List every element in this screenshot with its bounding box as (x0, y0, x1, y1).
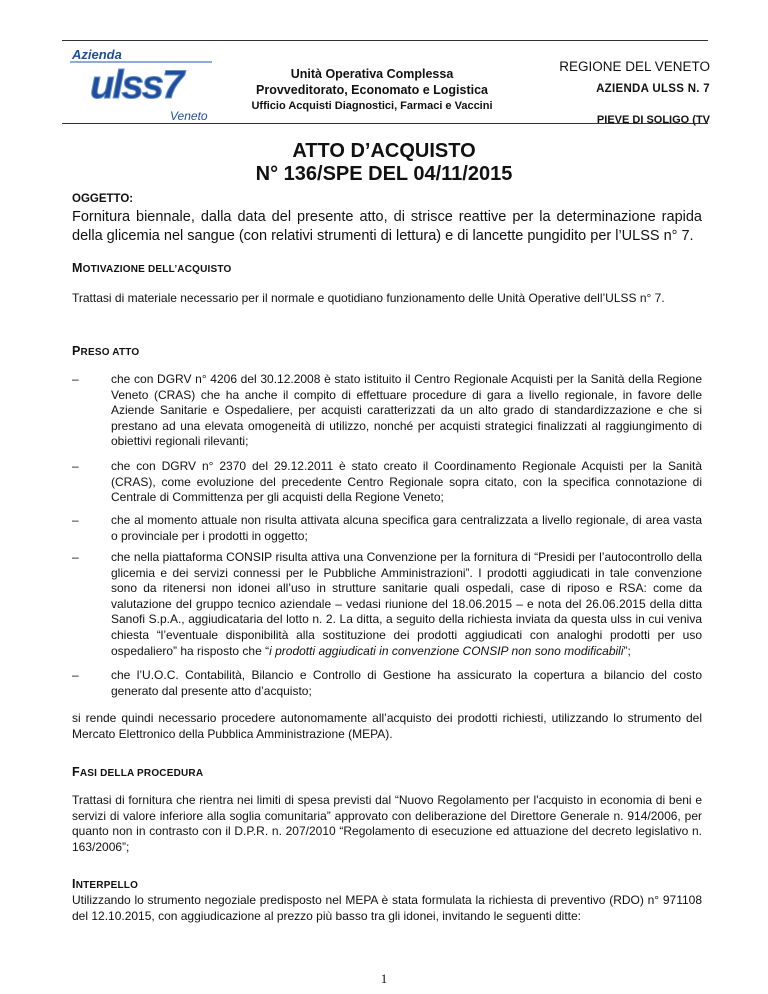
preso-atto-item: – che l’U.O.C. Contabilità, Bilancio e Controllo di Gestione ha assicurato la copertura a bilancio del costo generato dal presente atto d’acquisto; (72, 668, 702, 698)
preso-atto-item: – che al momento attuale non risulta attivata alcuna specifica gara centralizzata a livello regionale, di area vasta o provinciale per i prodotti in oggetto; (72, 513, 702, 543)
fasi-heading: FASI DELLA PROCEDURA (72, 765, 204, 779)
interpello-heading: INTERPELLO (72, 877, 139, 891)
oggetto-label: OGGETTO: (72, 193, 134, 205)
region-block (532, 58, 710, 128)
header-bottom-rule (62, 123, 708, 124)
preso-atto-item: – che con DGRV n° 4206 del 30.12.2008 è stato istituito il Centro Regionale Acquisti per la Sanità della Regione Veneto (CRAS) che ha anche il compito di effettuare procedure di gara a livello regionale, in favore delle Aziende Sanitarie e Ospedaliere, per acquisti caratterizzati da un alto grado di standardizzazione e che si prestano ad una elevata omogeneità di utilizzo, nonché per acquisti strategici finalizzati al raggiungimento di obiettivi regionali rilevanti; (72, 372, 702, 449)
letterhead (62, 40, 708, 124)
region-name: REGIONE DEL VENETO (559, 59, 710, 74)
page-number: 1 (380, 971, 388, 986)
interpello-text: Utilizzando lo strumento negoziale predisposto nel MEPA è stata formulata la richiesta di preventivo (RDO) n° 971108 del 12.10.2015, con aggiudicazione al prezzo più basso tra gli idonei, invitando le seguenti ditte: (72, 893, 702, 923)
motivazione-heading: MOTIVAZIONE DELL’ACQUISTO (72, 261, 232, 275)
ulss7-logo (62, 44, 212, 124)
fasi-text: Trattasi di fornitura che rientra nei limiti di spesa previsti dal “Nuovo Regolamento per l'acquisto in economia di beni e servizi di valore inferiore alla soglia comunitaria” approvato con deliberazione del Direttore Generale n. 914/2006, per quanto non in contrasto con il D.P.R. n. 207/2010 “Regolamento di esecuzione ed attuazione del decreto legislativo n. 163/2006”; (72, 793, 702, 854)
logo-text-mark: ulss7 (90, 63, 183, 107)
unit-line-2: Provveditorato, Economato e Logistica (256, 83, 488, 97)
unit-line-1: Unità Operativa Complessa (290, 67, 454, 81)
azienda-name: AZIENDA ULSS N. 7 (596, 83, 710, 95)
preso-atto-conclusion: si rende quindi necessario procedere autonomamente all’acquisto dei prodotti richiesti, utilizzando lo strumento del Mercato Elettronico della Pubblica Amministrazione (MEPA). (72, 711, 702, 741)
motivazione-text: Trattasi di materiale necessario per il normale e quotidiano funzionamento delle Unità Operative dell’ULSS n° 7. (72, 291, 665, 305)
preso-atto-item: – che nella piattaforma CONSIP risulta attiva una Convenzione per la fornitura di “Presidi per l’autocontrollo della glicemia e dei servizi connessi per le Pubbliche Amministrazioni”. I prodotti aggiudicati in tale convenzione sono da ritenersi non idonei all’uso in strutture sanitarie quali ospedali, case di riposo e RSA: come da valutazione del gruppo tecnico aziendale – vedasi riunione del 18.06.2015 – e nota del 26.06.2015 della ditta Sanofi S.p.A., aggiudicataria del lotto n. 2. La ditta, a seguito della richiesta inviata da questa ulss in cui veniva chiesta “l’eventuale disponibilità alla sostituzione dei prodotti aggiudicati con analoghi prodotti per uso ospedaliero” ha risposto che “i prodotti aggiudicati in convenzione CONSIP non sono modificabili”; (72, 550, 702, 658)
header-top-rule (62, 40, 708, 41)
oggetto-text: Fornitura biennale, dalla data del presente atto, di strisce reattive per la determinazione rapida della glicemia nel sangue (con relativi strumenti di lettura) e di lancette pungidito per l’ULSS n° 7. (72, 209, 702, 244)
office-block (222, 66, 522, 114)
italic-quote: i prodotti aggiudicati in convenzione CONSIP non sono modificabili (269, 643, 624, 658)
logo-text-top: Azienda (72, 47, 122, 62)
preso-atto-heading: PRESO ATTO (72, 344, 140, 358)
document-number: N° 136/SPE DEL 04/11/2015 (255, 163, 513, 185)
location-name: PIEVE DI SOLIGO (TV (596, 114, 710, 126)
document-title: ATTO D’ACQUISTO (292, 140, 476, 162)
unit-line-3: Ufficio Acquisti Diagnostici, Farmaci e Vaccini (251, 100, 493, 112)
preso-atto-item: – che con DGRV n° 2370 del 29.12.2011 è stato creato il Coordinamento Regionale Acquisti per la Sanità (CRAS), come evoluzione del precedente Centro Regionale sopra citato, con la specifica connotazione di Centrale di Committenza per gli acquisti della Regione Veneto; (72, 459, 702, 505)
logo-text-bottom: Veneto (170, 109, 208, 123)
